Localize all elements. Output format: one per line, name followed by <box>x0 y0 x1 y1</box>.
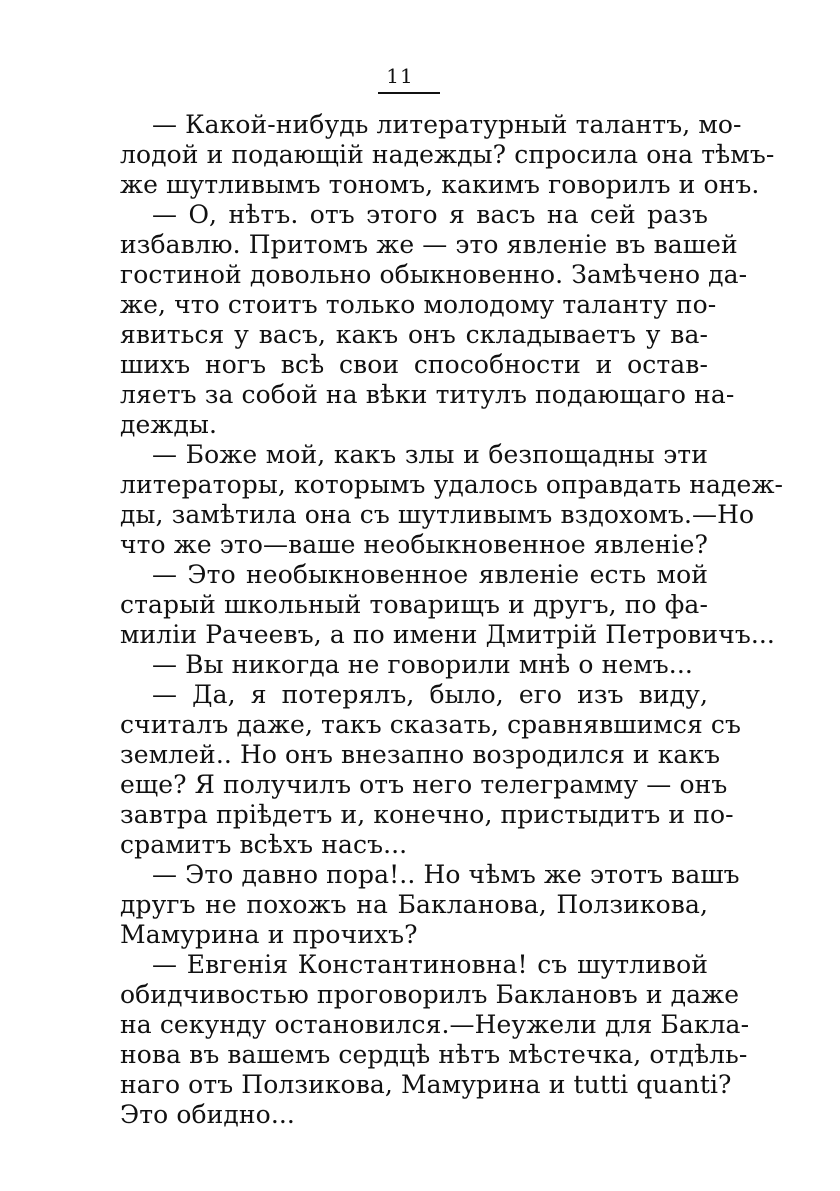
text-line: завтра пріѣдетъ и, конечно, пристыдитъ и по- <box>120 800 734 829</box>
text-line: же шутливымъ тономъ, какимъ говорилъ и онъ. <box>120 170 760 199</box>
text-line: гостиной довольно обыкновенно. Замѣчено да- <box>120 260 748 289</box>
text-line: — Евгенія Константиновна! съ шутливой <box>152 950 708 979</box>
text-line: землей.. Но онъ внезапно возродился и какъ <box>120 740 721 769</box>
text-line: Мамурина и прочихъ? <box>120 920 418 949</box>
text-line: ляетъ за собой на вѣки титулъ подающаго на- <box>120 380 735 409</box>
text-line: — Это давно пора!.. Но чѣмъ же этотъ вашъ <box>152 860 740 889</box>
text-line: миліи Рачеевъ, а по имени Дмитрій Петровичъ... <box>120 620 775 649</box>
text-line: литераторы, которымъ удалось оправдать надеж- <box>120 470 784 499</box>
text-line: на секунду остановился.—Неужели для Бакла- <box>120 1010 750 1039</box>
text-line: обидчивостью проговорилъ Баклановъ и даже <box>120 980 740 1009</box>
text-line: шихъ ногъ всѣ свои способности и остав- <box>120 350 708 379</box>
page-text <box>120 110 784 1130</box>
text-line: нова въ вашемъ сердцѣ нѣтъ мѣстечка, отдѣль- <box>120 1040 748 1069</box>
text-line: — Какой-нибудь литературный талантъ, мо- <box>152 110 742 139</box>
text-line: считалъ даже, такъ сказать, сравнявшимся съ <box>120 710 742 739</box>
text-line: другъ не похожъ на Бакланова, Ползикова, <box>120 890 708 919</box>
text-line: лодой и подающій надежды? спросила она тѣмъ- <box>120 140 775 169</box>
page-number-rule <box>378 92 440 94</box>
text-line: срамитъ всѣхъ насъ... <box>120 830 408 859</box>
text-line: — Да, я потерялъ, было, его изъ виду, <box>152 680 708 709</box>
text-line: Это обидно... <box>120 1100 295 1129</box>
text-line: — Это необыкновенное явленіе есть мой <box>152 560 708 589</box>
text-line: ды, замѣтила она съ шутливымъ вздохомъ.—Но <box>120 500 755 529</box>
text-line: наго отъ Ползикова, Мамурина и tutti quanti? <box>120 1070 732 1099</box>
text-line: избавлю. Притомъ же — это явленіе въ вашей <box>120 230 738 259</box>
text-line: явиться у васъ, какъ онъ складываетъ у ва- <box>120 320 708 349</box>
page-number: 11 <box>386 64 414 88</box>
text-line: что же это—ваше необыкновенное явленіе? <box>120 530 709 559</box>
text-line: же, что стоитъ только молодому таланту по- <box>120 290 717 319</box>
text-line: старый школьный товарищъ и другъ, по фа- <box>120 590 708 619</box>
text-line: — О, нѣтъ. отъ этого я васъ на сей разъ <box>152 200 708 229</box>
text-line: еще? Я получилъ отъ него телеграмму — онъ <box>120 770 728 799</box>
text-line: дежды. <box>120 410 218 439</box>
text-line: — Боже мой, какъ злы и безпощадны эти <box>152 440 708 469</box>
text-line: — Вы никогда не говорили мнѣ о немъ... <box>152 650 693 679</box>
